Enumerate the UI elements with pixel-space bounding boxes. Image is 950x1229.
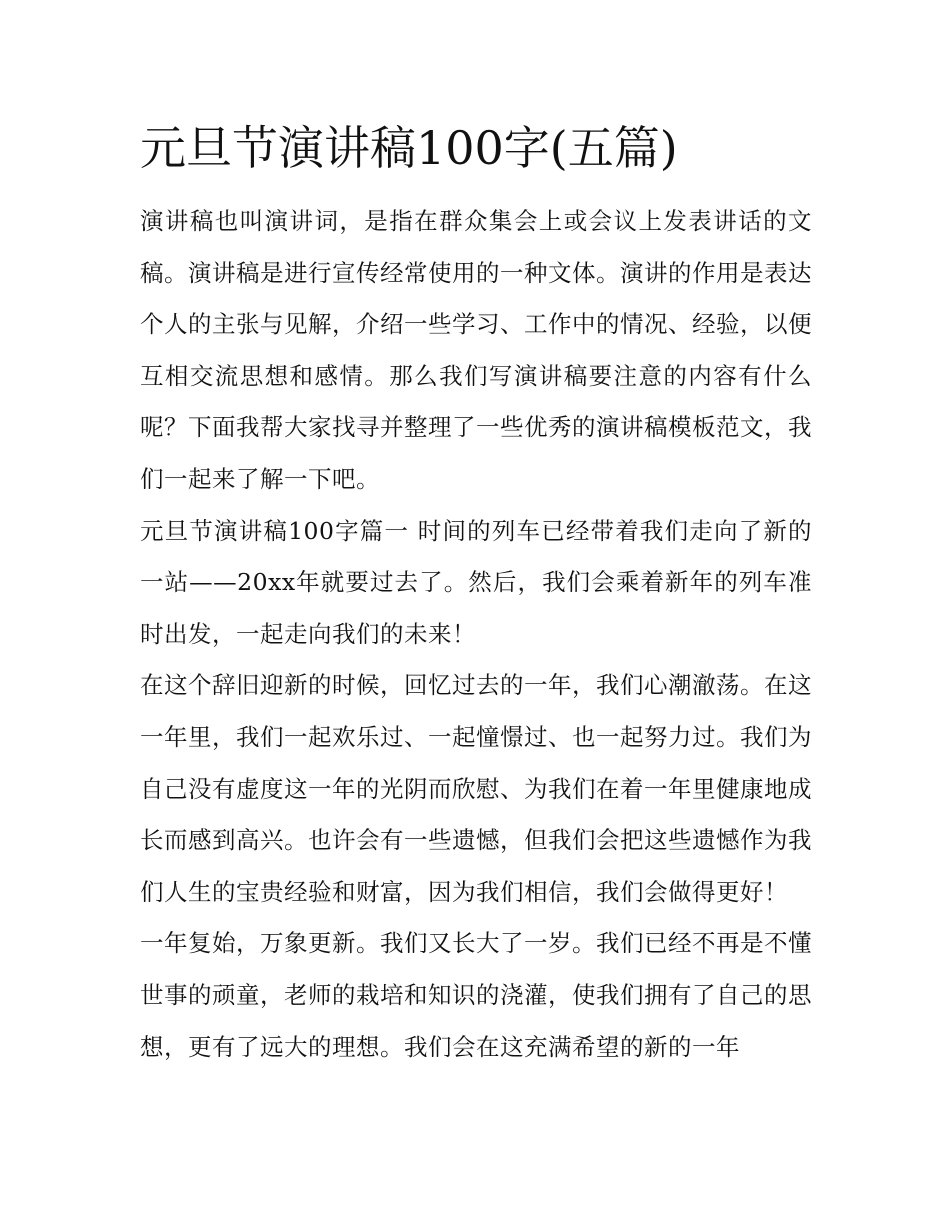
new-year-paragraph: 一年复始，万象更新。我们又长大了一岁。我们已经不再是不懂世事的顽童，老师的栽培和知识的浇灌，使我们拥有了自己的思想，更有了远大的理想。我们会在这充满希望的新的一年 xyxy=(140,929,812,1061)
speech-one-opening-paragraph: 元旦节演讲稿100字篇一 时间的列车已经带着我们走向了新的一站——20xx年就要过去了。然后，我们会乘着新年的列车准时出发，一起走向我们的未来！ xyxy=(140,516,812,648)
document-title: 元旦节演讲稿100字(五篇) xyxy=(140,121,678,175)
document-body xyxy=(140,196,812,1073)
intro-paragraph: 演讲稿也叫演讲词，是指在群众集会上或会议上发表讲话的文稿。演讲稿是进行宣传经常使用的一种文体。演讲的作用是表达个人的主张与见解，介绍一些学习、工作中的情况、经验，以便互相交流思想和感情。那么我们写演讲稿要注意的内容有什么呢？下面我帮大家找寻并整理了一些优秀的演讲稿模板范文，我们一起来了解一下吧。 xyxy=(140,207,812,493)
reflection-paragraph: 在这个辞旧迎新的时候，回忆过去的一年，我们心潮澈荡。在这一年里，我们一起欢乐过、一起憧憬过、也一起努力过。我们为自己没有虚度这一年的光阴而欣慰、为我们在着一年里健康地成长而感到高兴。也许会有一些遗憾，但我们会把这些遗憾作为我们人生的宝贵经验和财富，因为我们相信，我们会做得更好！ xyxy=(140,671,812,906)
